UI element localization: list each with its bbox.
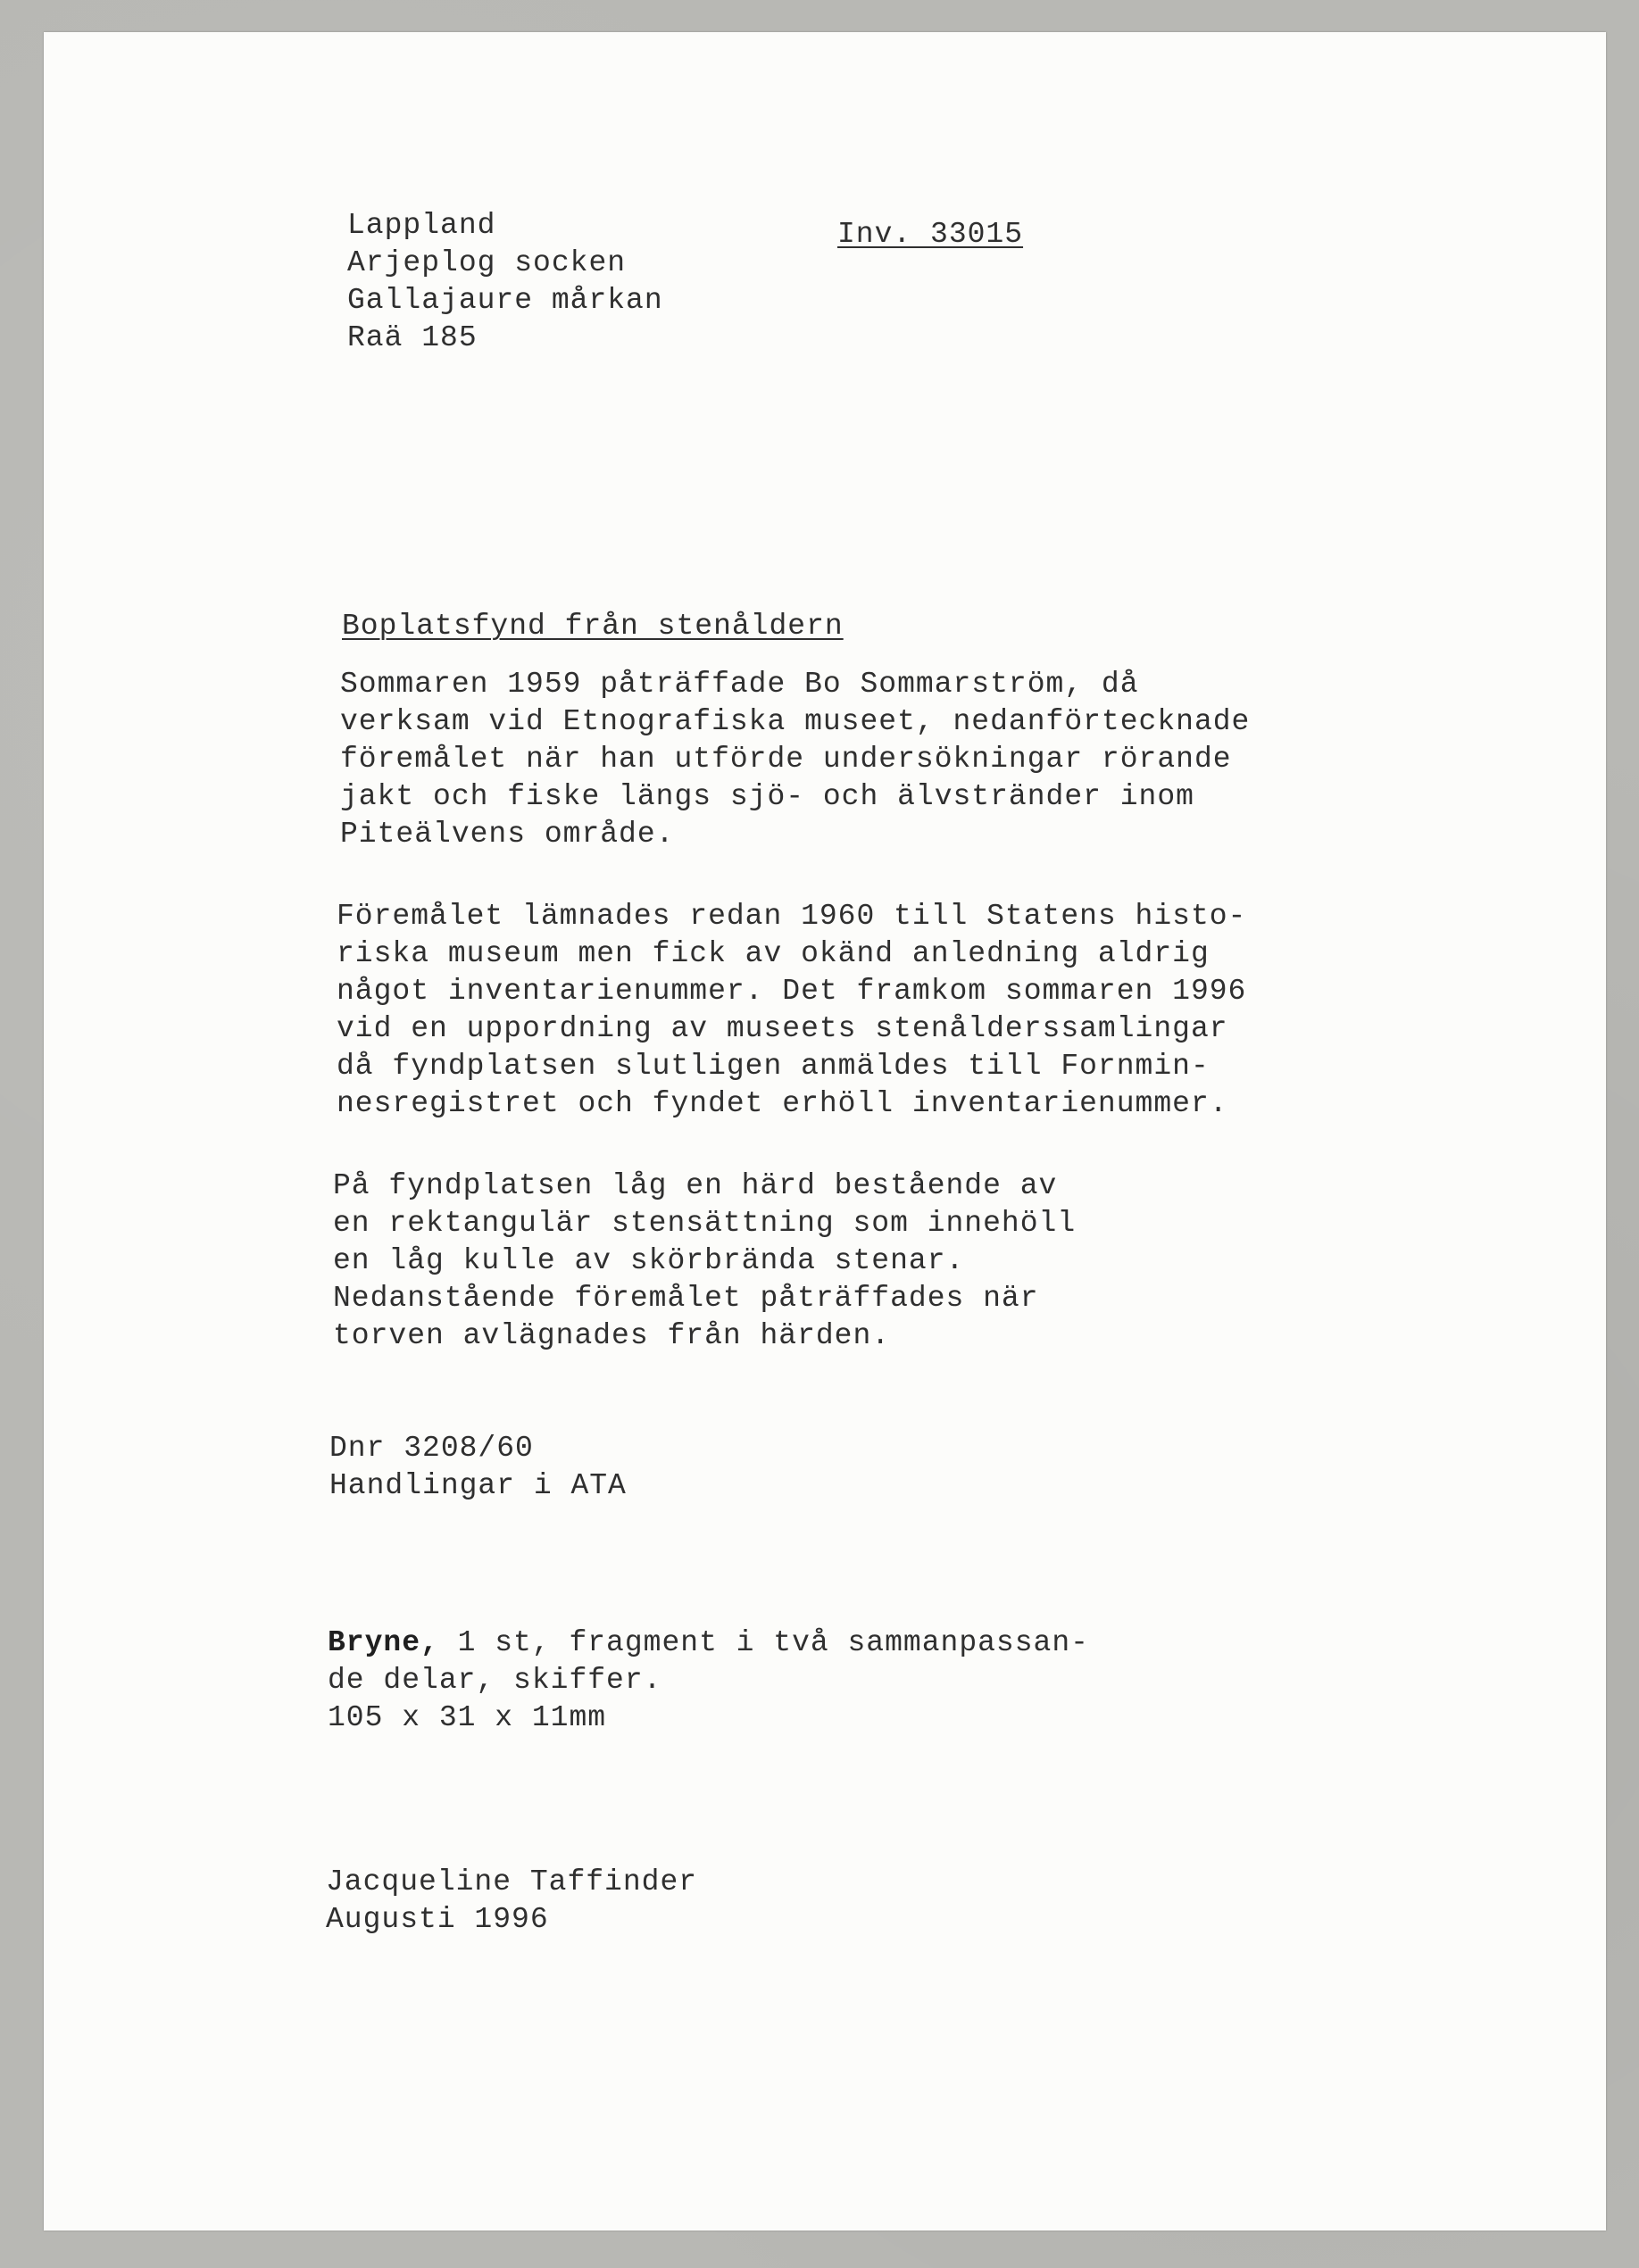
paragraph-line: en låg kulle av skörbrända stenar. — [333, 1244, 965, 1277]
object-description-text: 1 st, fragment i två sammanpassan- — [438, 1626, 1089, 1659]
paragraph-line: en rektangulär stensättning som innehöll — [333, 1207, 1077, 1240]
document-page — [44, 32, 1606, 2231]
paragraph-line: Föremålet lämnades redan 1960 till Statens histo- — [337, 900, 1247, 933]
paragraph-line: vid en uppordning av museets stenålderssamlingar — [337, 1012, 1228, 1045]
paragraph-line: Piteälvens område. — [340, 818, 675, 851]
document-title: Boplatsfynd från stenåldern — [342, 610, 844, 643]
paragraph-line: riska museum men fick av okänd anledning aldrig — [337, 937, 1210, 970]
location-line-raa: Raä 185 — [347, 321, 478, 354]
object-name: Bryne, — [328, 1626, 439, 1659]
location-line-province: Lappland — [347, 209, 496, 242]
object-line-2: de delar, skiffer. — [328, 1664, 662, 1697]
paragraph-line: torven avlägnades från härden. — [333, 1319, 891, 1352]
paragraph-line: jakt och fiske längs sjö- och älvstränder inom — [340, 780, 1194, 813]
reference-dnr: Dnr 3208/60 — [329, 1432, 534, 1465]
object-line-1 — [328, 1624, 1089, 1662]
paragraph-line: då fyndplatsen slutligen anmäldes till Fornmin- — [337, 1050, 1210, 1083]
signature-name: Jacqueline Taffinder — [326, 1865, 698, 1898]
object-dimensions: 105 x 31 x 11mm — [328, 1701, 607, 1734]
paragraph-line: föremålet när han utförde undersökningar rörande — [340, 743, 1232, 776]
paragraph-line: På fyndplatsen låg en härd bestående av — [333, 1169, 1058, 1202]
signature-date: Augusti 1996 — [326, 1903, 549, 1936]
location-line-parish: Arjeplog socken — [347, 246, 627, 279]
paragraph-line: verksam vid Etnografiska museet, nedanförtecknade — [340, 705, 1251, 738]
paragraph-line: nesregistret och fyndet erhöll inventarienummer. — [337, 1087, 1228, 1120]
location-line-area: Gallajaure mårkan — [347, 284, 663, 317]
reference-archive: Handlingar i ATA — [329, 1469, 627, 1502]
paragraph-line: något inventarienummer. Det framkom sommaren 1996 — [337, 975, 1247, 1008]
paragraph-line: Nedanstående föremålet påträffades när — [333, 1282, 1039, 1315]
paragraph-line: Sommaren 1959 påträffade Bo Sommarström, då — [340, 668, 1139, 701]
inventory-number: Inv. 33015 — [837, 218, 1024, 251]
